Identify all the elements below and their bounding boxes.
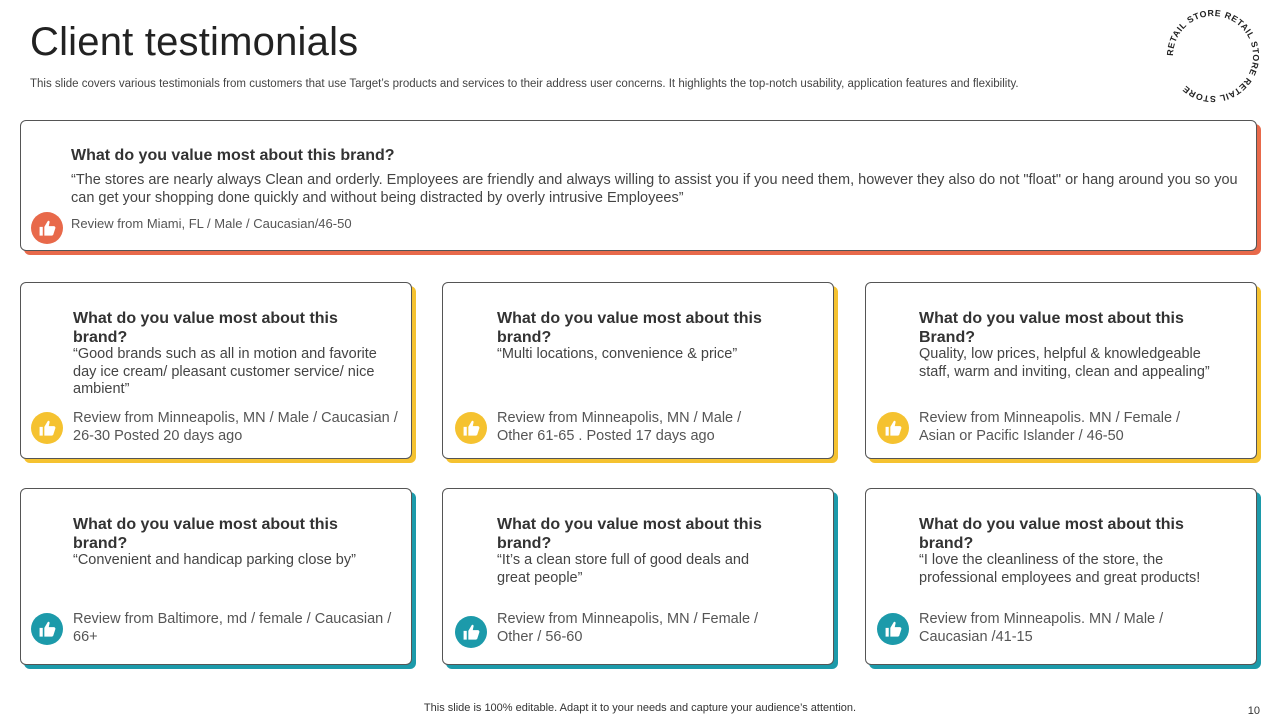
- retail-store-stamp-logo: [1160, 3, 1266, 109]
- testimonial-review: Review from Minneapolis, MN / Female / Other / 56-60: [497, 611, 759, 645]
- testimonial-review: Review from Minneapolis, MN / Male / Other 61-65 . Posted 17 days ago: [497, 410, 742, 444]
- featured-testimonial-card: [20, 120, 1257, 251]
- testimonial-quote: “I love the cleanliness of the store, the professional employees and great products!: [919, 552, 1201, 586]
- testimonial-card: [20, 488, 412, 665]
- thumbs-up-icon: [31, 613, 63, 645]
- testimonial-question: What do you value most about this brand?: [497, 310, 762, 346]
- thumbs-up-icon: [31, 212, 63, 244]
- testimonial-quote: “Good brands such as all in motion and favorite day ice cream/ pleasant customer service/ nice ambient”: [73, 346, 377, 397]
- testimonial-question: What do you value most about this brand?: [497, 516, 762, 552]
- testimonial-quote: “The stores are nearly always Clean and orderly. Employees are friendly and always willing to assist you if you need them, however they also do not "float" or hang around you so you can get your shopping done quickly and without being distracted by overly intrusive Employees”: [71, 172, 1238, 206]
- testimonial-quote: “Multi locations, convenience & price”: [497, 346, 738, 362]
- testimonial-card: [20, 282, 412, 459]
- testimonial-quote: Quality, low prices, helpful & knowledgeable staff, warm and inviting, clean and appealing”: [919, 346, 1210, 380]
- testimonial-question: What do you value most about this brand?: [71, 147, 395, 164]
- testimonial-quote: “It’s a clean store full of good deals and great people”: [497, 552, 750, 586]
- thumbs-up-icon: [455, 412, 487, 444]
- testimonial-review: Review from Minneapolis. MN / Female / Asian or Pacific Islander / 46-50: [919, 410, 1181, 444]
- thumbs-up-icon: [455, 616, 487, 648]
- testimonial-card: [865, 282, 1257, 459]
- testimonial-card: [442, 488, 834, 665]
- testimonial-question: What do you value most about this Brand?: [919, 310, 1184, 346]
- thumbs-up-icon: [877, 613, 909, 645]
- stamp-text: RETAIL STORE RETAIL STORE RETAIL STORE: [1164, 7, 1262, 105]
- footer-note: This slide is 100% editable. Adapt it to your needs and capture your audience’s attention.: [423, 702, 857, 714]
- testimonial-card: [865, 488, 1257, 665]
- testimonial-review: Review from Baltimore, md / female / Caucasian / 66+: [73, 611, 392, 645]
- page-subtitle: This slide covers various testimonials from customers that use Target’s products and services to their address user concerns. It highlights the top-notch usability, application features and flexibility.: [30, 78, 1019, 90]
- testimonial-question: What do you value most about this brand?: [73, 516, 338, 552]
- testimonial-quote: “Convenient and handicap parking close by”: [73, 552, 356, 568]
- testimonial-question: What do you value most about this brand?: [919, 516, 1184, 552]
- testimonial-question: What do you value most about this brand?: [73, 310, 338, 346]
- page-title: Client testimonials: [30, 20, 359, 64]
- testimonial-review: Review from Miami, FL / Male / Caucasian/46-50: [71, 216, 352, 231]
- testimonial-review: Review from Minneapolis, MN / Male / Caucasian / 26-30 Posted 20 days ago: [73, 410, 398, 444]
- testimonial-card: [442, 282, 834, 459]
- thumbs-up-icon: [877, 412, 909, 444]
- thumbs-up-icon: [31, 412, 63, 444]
- page-number: 10: [1247, 705, 1260, 717]
- testimonial-review: Review from Minneapolis. MN / Male / Caucasian /41-15: [919, 611, 1164, 645]
